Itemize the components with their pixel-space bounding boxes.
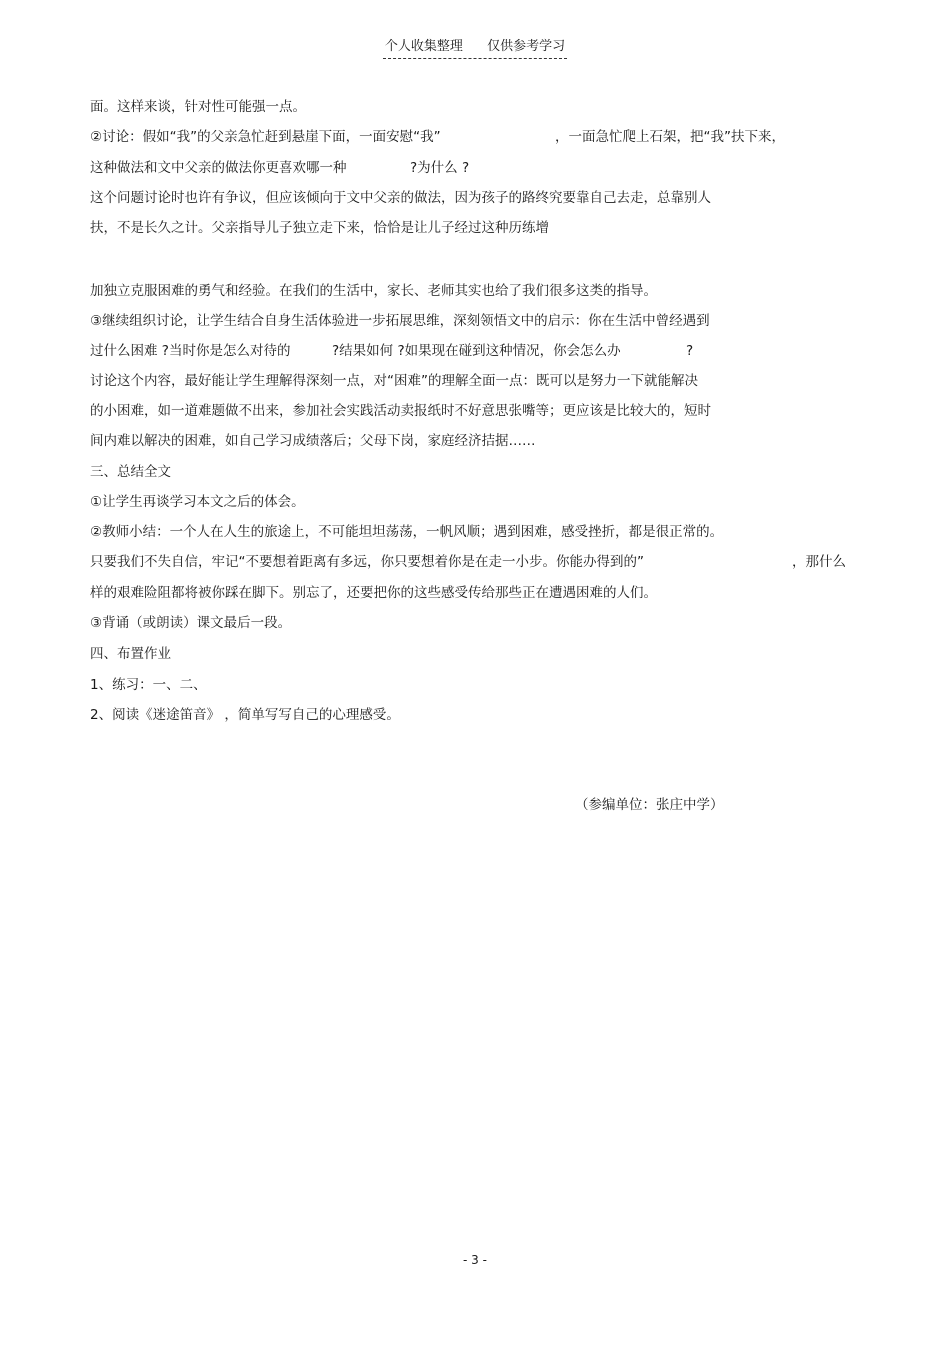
section-heading: 四、布置作业 bbox=[90, 646, 171, 662]
header-divider bbox=[383, 58, 567, 59]
body-line: ②教师小结：一个人在人生的旅途上，不可能坦坦荡荡，一帆风顺；遇到困难，感受挫折，都是很正常的。 bbox=[90, 524, 724, 540]
body-line: 过什么困难 ?当时你是怎么对待的 bbox=[90, 343, 291, 359]
body-line-segment: ，那什么 bbox=[792, 554, 846, 570]
body-line: ②讨论：假如“我”的父亲急忙赶到悬崖下面，一面安慰“我” bbox=[90, 129, 441, 145]
body-line: 只要我们不失自信，牢记“不要想着距离有多远，你只要想着你是在走一小步。你能办得到的” bbox=[90, 554, 644, 570]
body-line-segment: ，一面急忙爬上石架，把“我”扶下来， bbox=[555, 129, 785, 145]
body-line: 这种做法和文中父亲的做法你更喜欢哪一种 bbox=[90, 160, 347, 176]
body-line: 1、练习：一、二、 bbox=[90, 677, 207, 693]
body-line: ①让学生再谈学习本文之后的体会。 bbox=[90, 494, 305, 510]
body-line: 面。这样来谈，针对性可能强一点。 bbox=[90, 99, 306, 115]
body-line: ③背诵（或朗读）课文最后一段。 bbox=[90, 615, 292, 631]
body-line: 的小困难，如一道难题做不出来，参加社会实践活动卖报纸时不好意思张嘴等；更应该是比较大的，短时 bbox=[90, 403, 711, 419]
body-line: 讨论这个内容，最好能让学生理解得深刻一点，对“困难”的理解全面一点：既可以是努力一下就能解决 bbox=[90, 373, 698, 389]
page-number: - 3 - bbox=[463, 1253, 487, 1267]
header-left-text: 个人收集整理 bbox=[384, 39, 463, 54]
body-line-segment: ? bbox=[686, 343, 694, 359]
signature: （参编单位：张庄中学） bbox=[575, 797, 724, 813]
body-line: 扶，不是长久之计。父亲指导儿子独立走下来，恰恰是让儿子经过这种历练增 bbox=[90, 220, 549, 236]
body-line: 这个问题讨论时也许有争议，但应该倾向于文中父亲的做法，因为孩子的路终究要靠自己去走，总靠别人 bbox=[90, 190, 711, 206]
body-line: 样的艰难险阻都将被你踩在脚下。别忘了，还要把你的这些感受传给那些正在遭遇困难的人们。 bbox=[90, 585, 657, 601]
body-line: ③继续组织讨论，让学生结合自身生活体验进一步拓展思维，深刻领悟文中的启示：你在生活中曾经遇到 bbox=[90, 313, 710, 329]
body-line: 加独立克服困难的勇气和经验。在我们的生活中，家长、老师其实也给了我们很多这类的指导。 bbox=[90, 283, 657, 299]
body-line: 2、阅读《迷途笛音》 ，简单写写自己的心理感受。 bbox=[90, 707, 400, 723]
body-line-segment: ?结果如何 ?如果现在碰到这种情况，你会怎么办 bbox=[332, 343, 621, 359]
page-header bbox=[0, 39, 950, 55]
body-line: 间内难以解决的困难，如自己学习成绩落后；父母下岗，家庭经济拮据…… bbox=[90, 433, 536, 449]
body-line-segment: ?为什么 ? bbox=[410, 160, 470, 176]
section-heading: 三、总结全文 bbox=[90, 464, 171, 480]
header-right-text: 仅供参考学习 bbox=[487, 39, 566, 54]
